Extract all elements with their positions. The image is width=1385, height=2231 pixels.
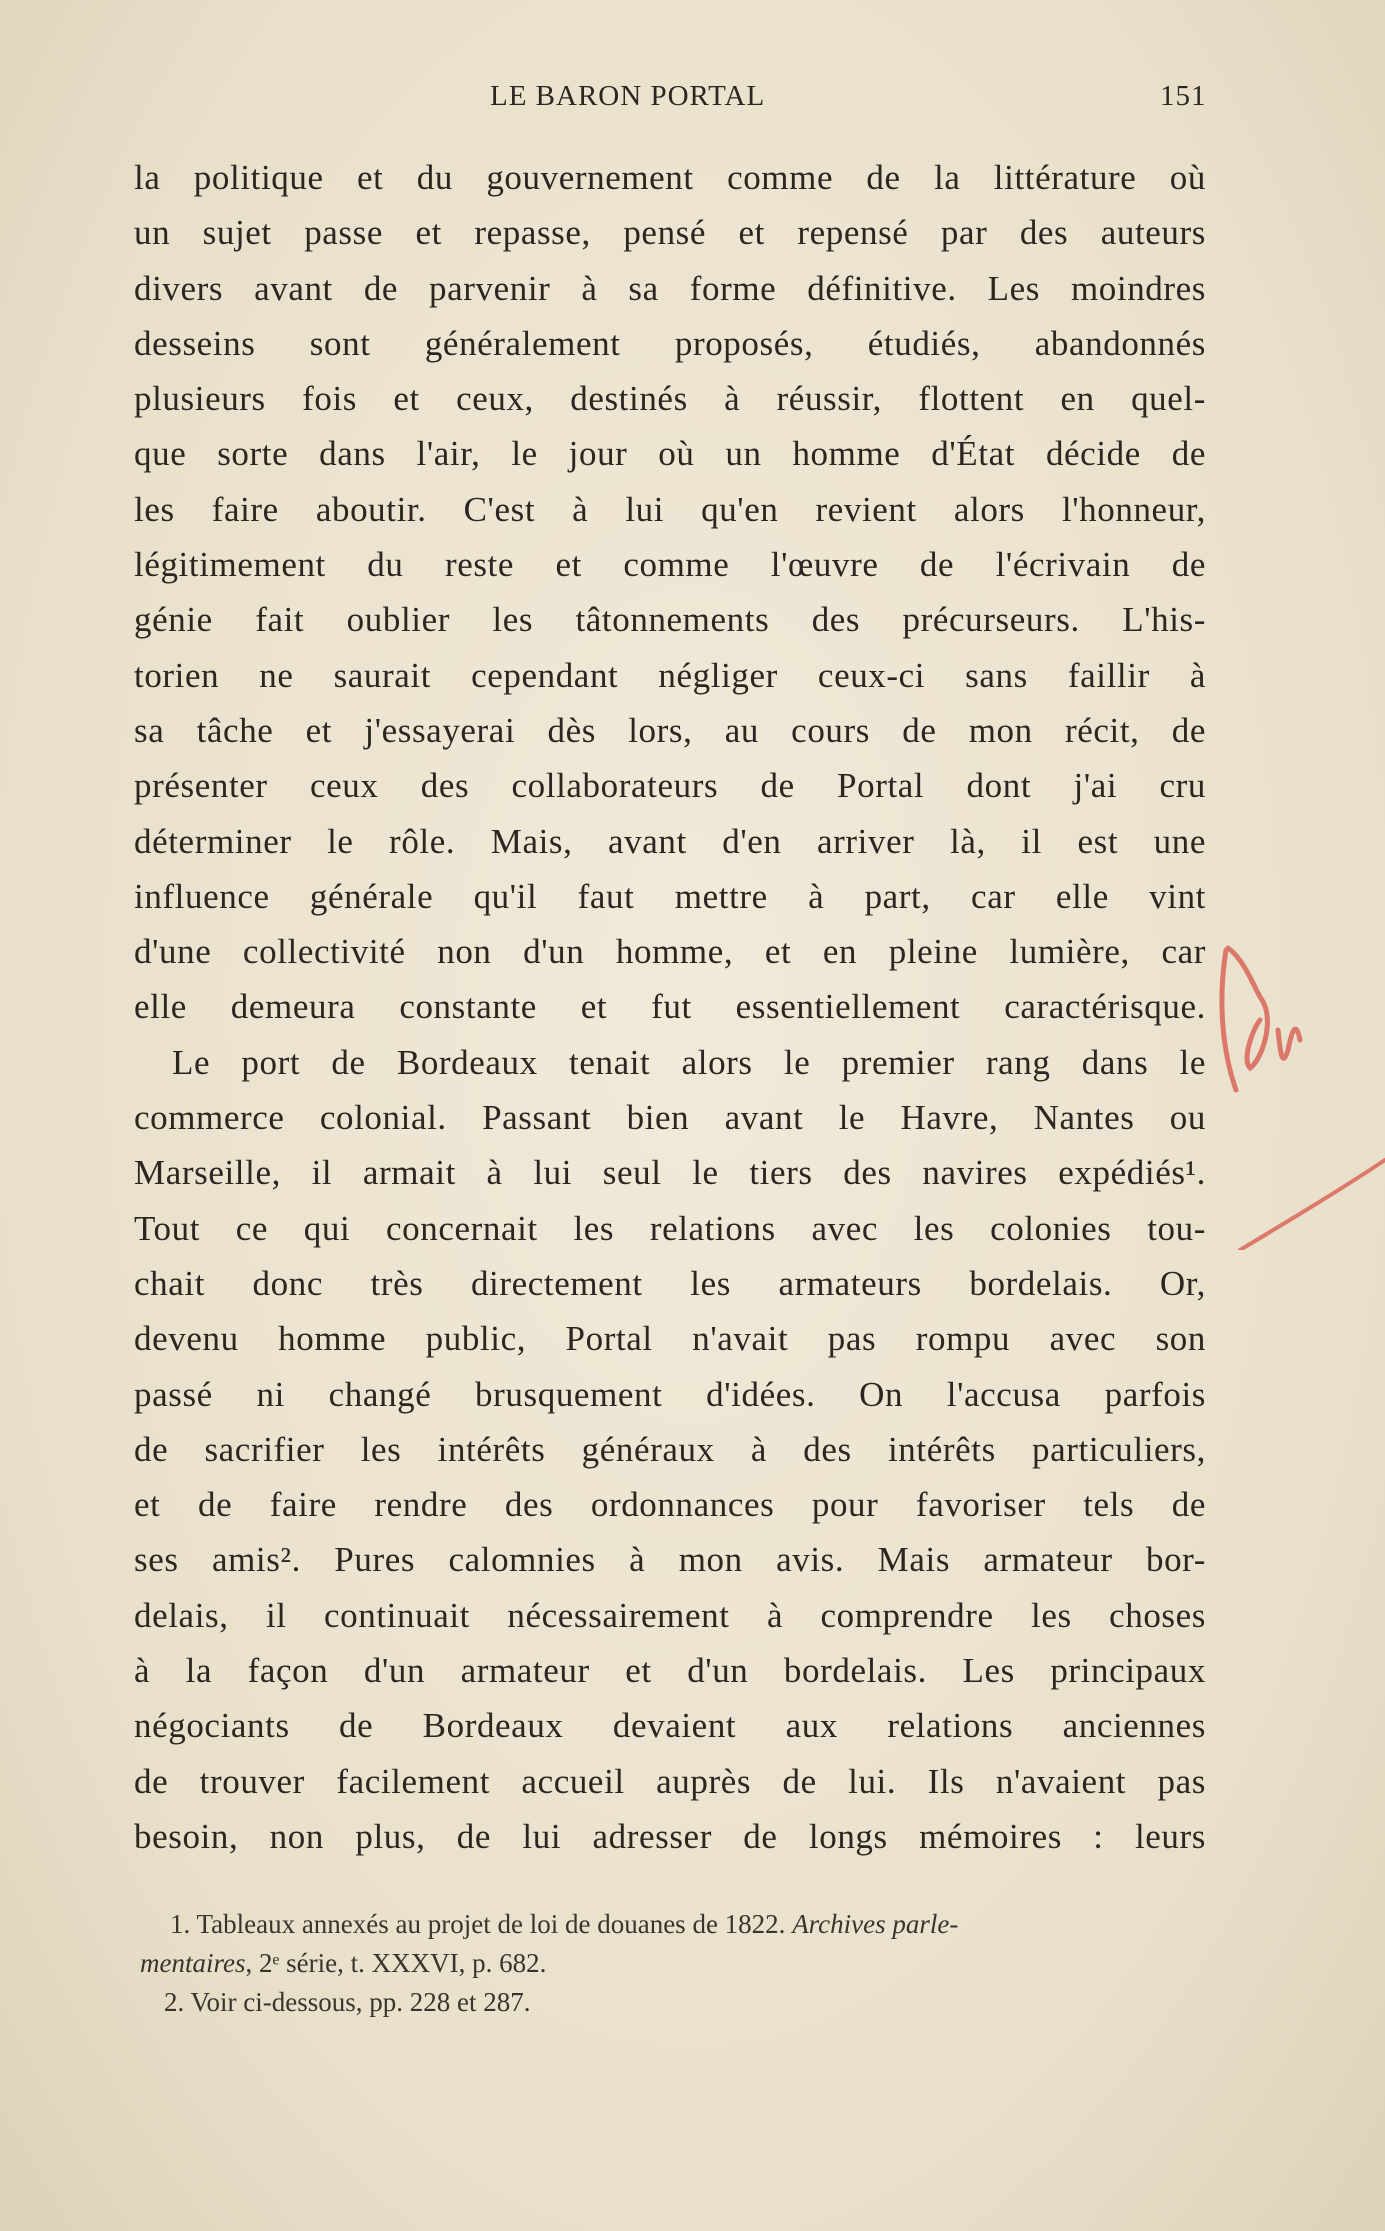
text-line: elle demeura constante et fut essentiellement caractérisque. xyxy=(134,987,1206,1027)
footnote-1-italic: Archives parle- xyxy=(792,1909,959,1939)
text-line: sa tâche et j'essayerai dès lors, au cours de mon récit, de xyxy=(134,710,1206,750)
text-line: déterminer le rôle. Mais, avant d'en arriver là, il est une xyxy=(134,821,1206,861)
text-line: Marseille, il armait à lui seul le tiers des navires expédiés¹. xyxy=(134,1153,1206,1193)
text-line: et de faire rendre des ordonnances pour favoriser tels de xyxy=(134,1485,1206,1525)
text-line: les faire aboutir. C'est à lui qu'en revient alors l'honneur, xyxy=(134,489,1206,529)
footnote-1-cont-text: , 2ᵉ série, t. XXXVI, p. 682. xyxy=(245,1948,547,1978)
text-line: desseins sont généralement proposés, étudiés, abandonnés xyxy=(134,323,1206,363)
text-line: présenter ceux des collaborateurs de Portal dont j'ai cru xyxy=(134,766,1206,806)
body-text xyxy=(134,150,1206,1864)
footnote-1-cont-italic: mentaires xyxy=(140,1948,246,1978)
text-line: légitimement du reste et comme l'œuvre de l'écrivain de xyxy=(134,545,1206,585)
text-line: divers avant de parvenir à sa forme définitive. Les moindres xyxy=(134,268,1206,308)
text-line: à la façon d'un armateur et d'un bordelais. Les principaux xyxy=(134,1651,1206,1691)
text-line: commerce colonial. Passant bien avant le Havre, Nantes ou xyxy=(134,1098,1206,1138)
text-line: de trouver facilement accueil auprès de lui. Ils n'avaient pas xyxy=(134,1761,1206,1801)
text-line: chait donc très directement les armateurs bordelais. Or, xyxy=(134,1263,1206,1303)
red-pencil-annotation xyxy=(1200,920,1385,1250)
text-line: plusieurs fois et ceux, destinés à réussir, flottent en quel- xyxy=(134,379,1206,419)
text-line: d'une collectivité non d'un homme, et en pleine lumière, car xyxy=(134,932,1206,972)
text-line: la politique et du gouvernement comme de la littérature où xyxy=(134,158,1206,197)
text-line: de sacrifier les intérêts généraux à des intérêts particuliers, xyxy=(134,1429,1206,1469)
text-line: que sorte dans l'air, le jour où un homme d'État décide de xyxy=(134,434,1206,474)
footnotes xyxy=(140,1905,1220,2022)
text-line: passé ni changé brusquement d'idées. On l'accusa parfois xyxy=(134,1374,1206,1414)
footnote-1-text: 1. Tableaux annexés au projet de loi de douanes de 1822. xyxy=(170,1909,793,1939)
text-line: devenu homme public, Portal n'avait pas rompu avec son xyxy=(134,1319,1206,1359)
footnote-1 xyxy=(140,1905,1220,1944)
text-line: génie fait oublier les tâtonnements des précurseurs. L'his- xyxy=(134,600,1206,640)
footnote-2: 2. Voir ci-dessous, pp. 228 et 287. xyxy=(164,1987,531,2017)
text-line: influence générale qu'il faut mettre à part, car elle vint xyxy=(134,876,1206,916)
text-line: Tout ce qui concernait les relations avec les colonies tou- xyxy=(134,1208,1206,1248)
text-line: Le port de Bordeaux tenait alors le premier rang dans le xyxy=(172,1042,1206,1082)
text-line: négociants de Bordeaux devaient aux relations anciennes xyxy=(134,1706,1206,1746)
running-title: LE BARON PORTAL xyxy=(490,80,766,112)
text-line: delais, il continuait nécessairement à comprendre les choses xyxy=(134,1595,1206,1635)
text-line: un sujet passe et repasse, pensé et repensé par des auteurs xyxy=(134,213,1206,253)
text-line: torien ne saurait cependant négliger ceux-ci sans faillir à xyxy=(134,655,1206,695)
text-line: besoin, non plus, de lui adresser de longs mémoires : leurs xyxy=(134,1816,1206,1856)
page-number: 151 xyxy=(1160,80,1207,112)
text-line: ses amis². Pures calomnies à mon avis. Mais armateur bor- xyxy=(134,1540,1206,1580)
footnote-1-continued xyxy=(140,1944,1220,1983)
